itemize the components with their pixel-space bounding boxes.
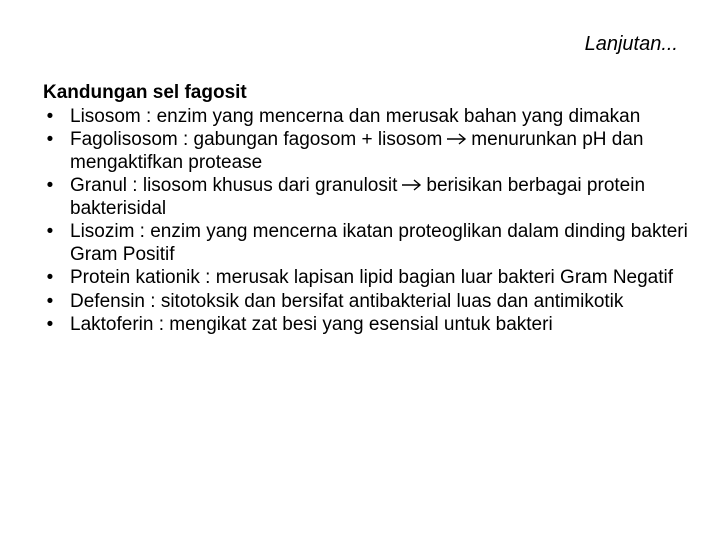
slide-title: Lanjutan... [584,33,678,55]
bullet-icon: • [46,221,54,242]
bullet-icon: • [46,314,54,335]
bullet-icon: • [46,267,54,288]
list-item [43,267,703,290]
section-heading: Kandungan sel fagosit [43,82,247,103]
list-item-text: Granul : lisosom khusus dari granulosit [70,175,398,196]
right-arrow-icon [446,130,468,144]
list-item-text: Defensin : sitotoksik dan bersifat antibakterial luas dan antimikotik [70,290,624,312]
bullet-icon: • [46,105,54,127]
list-item-text-after: berisikan berbagai protein bakterisidal [70,175,646,219]
list-item-text-after: menurunkan pH dan mengaktifkan protease [70,129,644,173]
list-item-text: Lisosom : enzim yang mencerna dan merusak bahan yang dimakan [70,105,641,127]
list-item [43,314,703,337]
list-item [43,129,703,174]
list-item-text: Lisozim : enzim yang mencerna ikatan proteoglikan dalam dinding bakteri Gram Positif [70,221,688,265]
list-item [43,106,703,129]
list-item-text: Laktoferin : mengikat zat besi yang esensial untuk bakteri [70,314,553,335]
list-item-text: Protein kationik : merusak lapisan lipid bagian luar bakteri Gram Negatif [70,267,674,288]
slide-content [43,82,703,338]
bullet-icon: • [46,290,54,312]
list-item [43,291,703,314]
list-item-text: Fagolisosom : gabungan fagosom + lisosom [70,129,443,150]
list-item [43,221,703,266]
list-item [43,175,703,220]
bullet-icon: • [46,175,54,196]
bullet-icon: • [46,129,54,150]
right-arrow-icon [401,176,423,190]
bullet-list [43,106,703,337]
